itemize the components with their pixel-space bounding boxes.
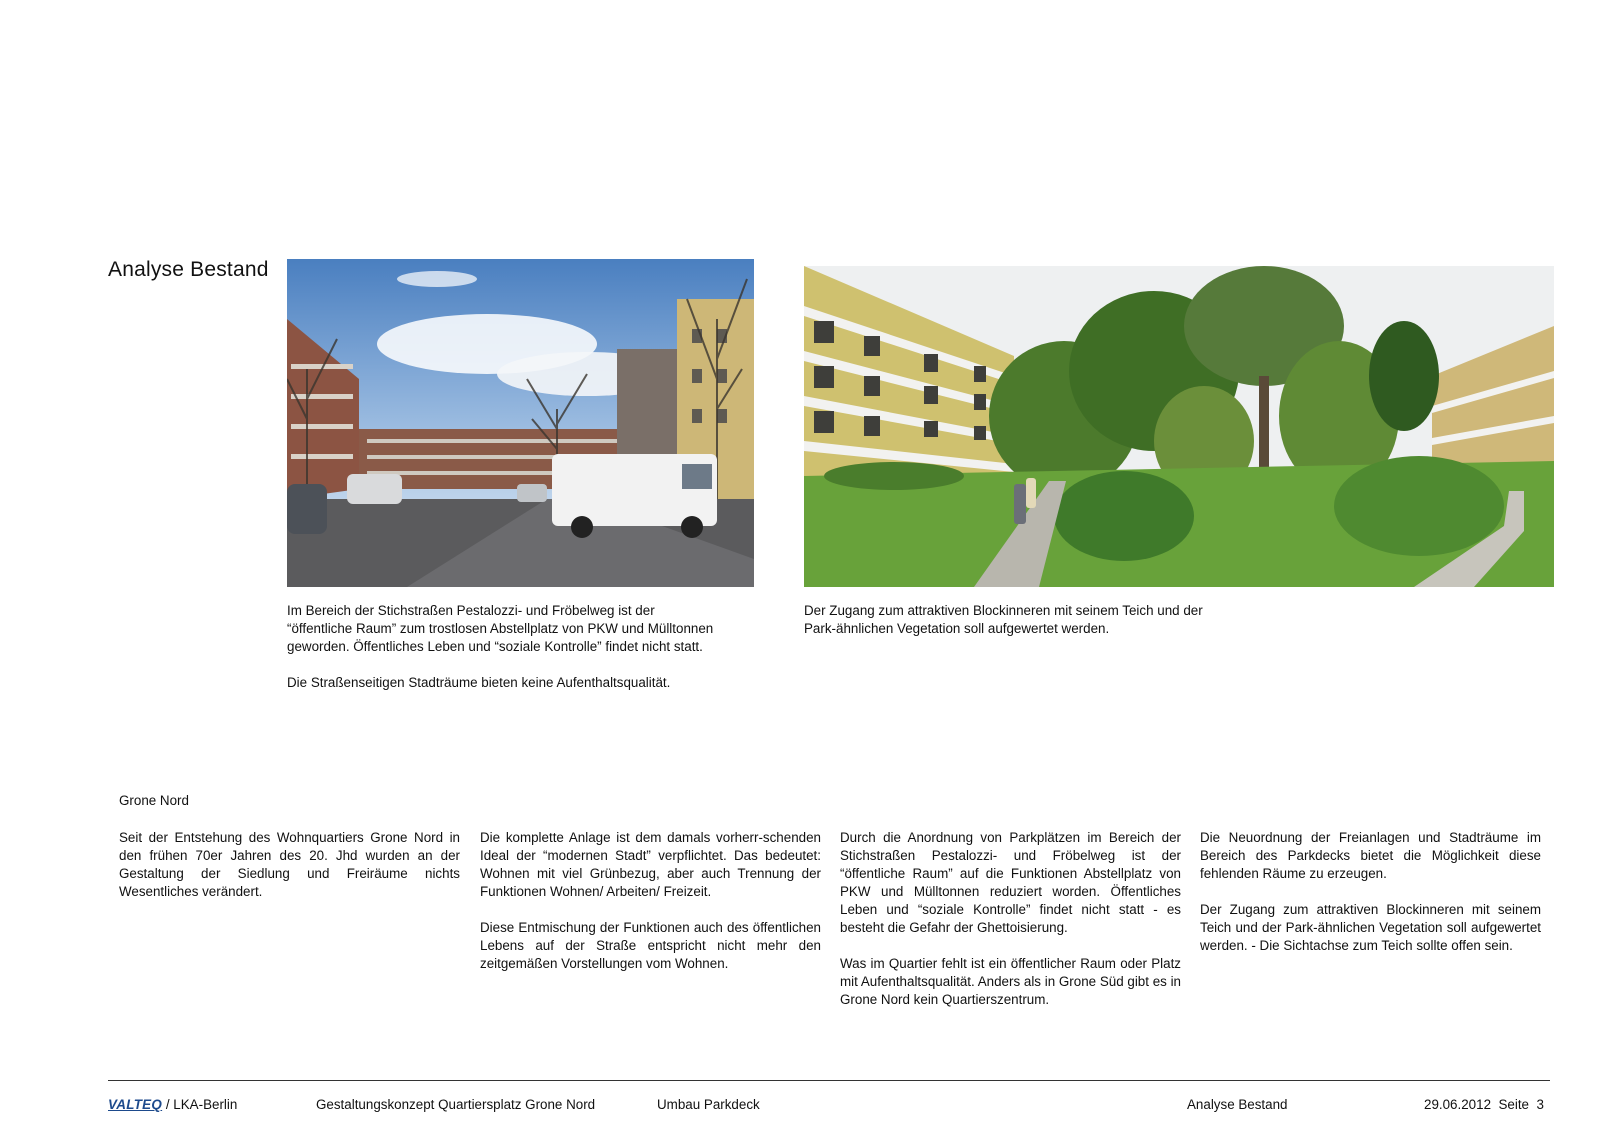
text-column-2: [480, 829, 821, 973]
caption-parking-street: [287, 602, 757, 692]
text-column-4: [1200, 829, 1541, 955]
footer-chapter: Analyse Bestand: [1187, 1097, 1288, 1112]
caption-line: Park-ähnlichen Vegetation soll aufgewertet werden.: [804, 621, 1110, 636]
footer-project: Gestaltungskonzept Quartiersplatz Grone Nord: [316, 1097, 596, 1112]
paragraph: Die Neuordnung der Freianlagen und Stadträume im Bereich des Parkdecks bietet die Möglichkeit diese fehlenden Räume zu erzeugen.: [1200, 830, 1541, 881]
paragraph: Seit der Entstehung des Wohnquartiers Grone Nord in den frühen 70er Jahren des 20. Jhd wurden an der Gestaltung der Siedlung und Freiräume nichts Wesentliches verändert.: [119, 830, 460, 899]
green-courtyard-illustration: [804, 266, 1554, 587]
paragraph: Diese Entmischung der Funktionen auch des öffentlichen Lebens auf der Straße entspricht nicht mehr den zeitgemäßen Vorstellungen vom Wohnen.: [480, 920, 821, 971]
footer-page-info: [1424, 1097, 1544, 1112]
valteq-logo: VALTEQ: [108, 1097, 163, 1112]
photo-parking-street: [287, 259, 754, 587]
caption-line: geworden. Öffentliches Leben und “soziale Kontrolle” findet nicht statt.: [287, 639, 703, 654]
caption-line: Im Bereich der Stichstraßen Pestalozzi- und Fröbelweg ist der: [287, 603, 655, 618]
footer-page-number: 3: [1536, 1097, 1544, 1112]
text-column-3: [840, 829, 1181, 1009]
footer-page-label: Seite: [1498, 1097, 1530, 1112]
section-title: Analyse Bestand: [108, 258, 269, 281]
footer-divider: [108, 1080, 1550, 1081]
text-column-1: [119, 829, 460, 901]
paragraph: Der Zugang zum attraktiven Blockinneren mit seinem Teich und der Park-ähnlichen Vegetation soll aufgewertet werden. - Die Sichtachse zum Teich sollte offen sein.: [1200, 902, 1541, 953]
footer-date: 29.06.2012: [1424, 1097, 1492, 1112]
paragraph: Was im Quartier fehlt ist ein öffentlicher Raum oder Platz mit Aufenthaltsqualität. Anders als in Grone Süd gibt es in Grone Nord kein Quartierszentrum.: [840, 956, 1181, 1007]
caption-paragraph: Die Straßenseitigen Stadträume bieten keine Aufenthaltsqualität.: [287, 675, 671, 690]
parking-street-illustration: [287, 259, 754, 587]
footer-org: / LKA-Berlin: [165, 1097, 238, 1112]
photo-green-courtyard: [804, 266, 1554, 587]
caption-line: Der Zugang zum attraktiven Blockinneren mit seinem Teich und der: [804, 603, 1203, 618]
footer-subproject: Umbau Parkdeck: [657, 1097, 760, 1112]
paragraph: Durch die Anordnung von Parkplätzen im Bereich der Stichstraßen Pestalozzi- und Fröbelweg ist der “öffentliche Raum” auf die Funktionen Abstellplatz von PKW und Mülltonnen reduziert worden. Öffentliches Leben und “soziale Kontrolle” findet nicht statt - es besteht die Gefahr der Ghettoisierung.: [840, 830, 1181, 935]
caption-green-courtyard: [804, 602, 1284, 638]
caption-line: “öffentliche Raum” zum trostlosen Abstellplatz von PKW und Mülltonnen: [287, 621, 714, 636]
footer-brand: [108, 1097, 237, 1112]
paragraph: Die komplette Anlage ist dem damals vorherr-schenden Ideal der “modernen Stadt” verpflichtet. Das bedeutet: Wohnen mit viel Grünbezug, aber auch Trennung der Funktionen Wohnen/ Arbeiten/ Freizeit.: [480, 830, 821, 899]
subheading-grone-nord: Grone Nord: [119, 793, 189, 808]
